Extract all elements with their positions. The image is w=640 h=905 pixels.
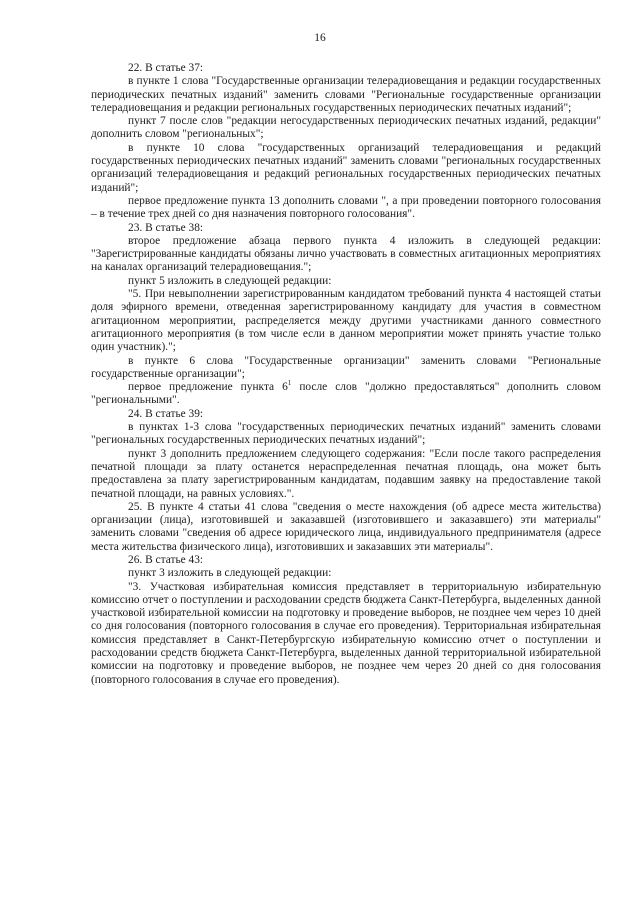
- paragraph: "3. Участковая избирательная комиссия представляет в территориальную избирательную комиссию отчет о поступлении и расходовании средств бюджета Санкт-Петербурга, выделенных данной участковой избирательной комиссии на подготовку и проведение выборов, не позднее чем через 10 дней со дня голосования (повторного голосования в случае его проведения). Территориальная избирательная комиссия представляет в Санкт-Петербургскую избирательную комиссию отчет о поступлении и расходовании средств бюджета Санкт-Петербурга, выделенных данной территориальной избирательной комиссии на подготовку и проведение выборов, не позднее чем через 20 дней со дня голосования (повторного голосования в случае его проведения).: [91, 580, 601, 686]
- paragraph: 26. В статье 43:: [128, 553, 204, 566]
- paragraph: "5. При невыполнении зарегистрированным кандидатом требований пункта 4 настоящей статьи доля эфирного времени, отведенная зарегистрированному кандидату для участия в совместном агитационном мероприятии, распределяется между другими участниками данного совместного агитационного мероприятия (в том числе если в данном мероприятии может принять участие только один участник).";: [91, 288, 601, 354]
- paragraph: пункт 7 после слов "редакции негосударственных периодических печатных изданий, редакции" дополнить словом "региональных";: [91, 115, 601, 141]
- document-body: [91, 62, 601, 687]
- paragraph: первое предложение пункта 13 дополнить словами ", а при проведении повторного голосования – в течение трех дней со дня назначения повторного голосования".: [91, 194, 601, 221]
- paragraph: в пунктах 1-3 слова "государственных периодических печатных изданий" заменить словами "региональных государственных периодических печатных изданий";: [91, 421, 601, 447]
- paragraph: в пункте 1 слова "Государственные организации телерадиовещания и редакции государственных периодических печатных изданий" заменить словами "Региональные государственные организации телерадиовещания и редакции региональных государственных периодических печатных изданий";: [91, 75, 601, 114]
- superscript: 1: [287, 379, 292, 388]
- paragraph: 25. В пункте 4 статьи 41 слова "сведения о месте нахождения (об адресе места жительства) организации (лица), изготовившей и заказавшей (изготовившего и заказавшего) эти материалы" заменить словами "сведения об адресе юридического лица, индивидуального предпринимателя (адресе места жительства физического лица), изготовивших и заказавших эти материалы".: [91, 500, 601, 553]
- paragraph: пункт 3 дополнить предложением следующего содержания: "Если после такого распределения печатной площади за плату останется нераспределенная печатная площадь, она может быть предоставлена за плату зарегистрированным кандидатам, подавшим заявку на предоставление такой печатной площади, на равных условиях.".: [91, 447, 601, 500]
- paragraph: [91, 381, 601, 408]
- paragraph-text: после слов "должно предоставляться" дополнить словом "региональными".: [91, 381, 601, 407]
- paragraph: 23. В статье 38:: [128, 221, 204, 234]
- paragraph: второе предложение абзаца первого пункта 4 изложить в следующей редакции: "Зарегистрированные кандидаты обязаны лично участвовать в совместных агитационных мероприятиях на каналах организаций телерадиовещания.";: [91, 234, 601, 274]
- paragraph-text: первое предложение пункта 6: [128, 381, 288, 394]
- paragraph: пункт 5 изложить в следующей редакции:: [128, 274, 332, 287]
- paragraph: 22. В статье 37:: [128, 62, 204, 74]
- paragraph: в пункте 6 слова "Государственные организации" заменить словами "Региональные государственные организации";: [91, 354, 601, 380]
- page-number: 16: [314, 32, 326, 44]
- paragraph: пункт 3 изложить в следующей редакции:: [128, 567, 332, 580]
- paragraph: в пункте 10 слова "государственных организаций телерадиовещания и редакций государственных периодических печатных изданий" заменить словами "региональных государственных организаций телерадиовещания и редакций региональных государственных периодических печатных изданий";: [91, 141, 601, 194]
- paragraph: 24. В статье 39:: [128, 407, 204, 420]
